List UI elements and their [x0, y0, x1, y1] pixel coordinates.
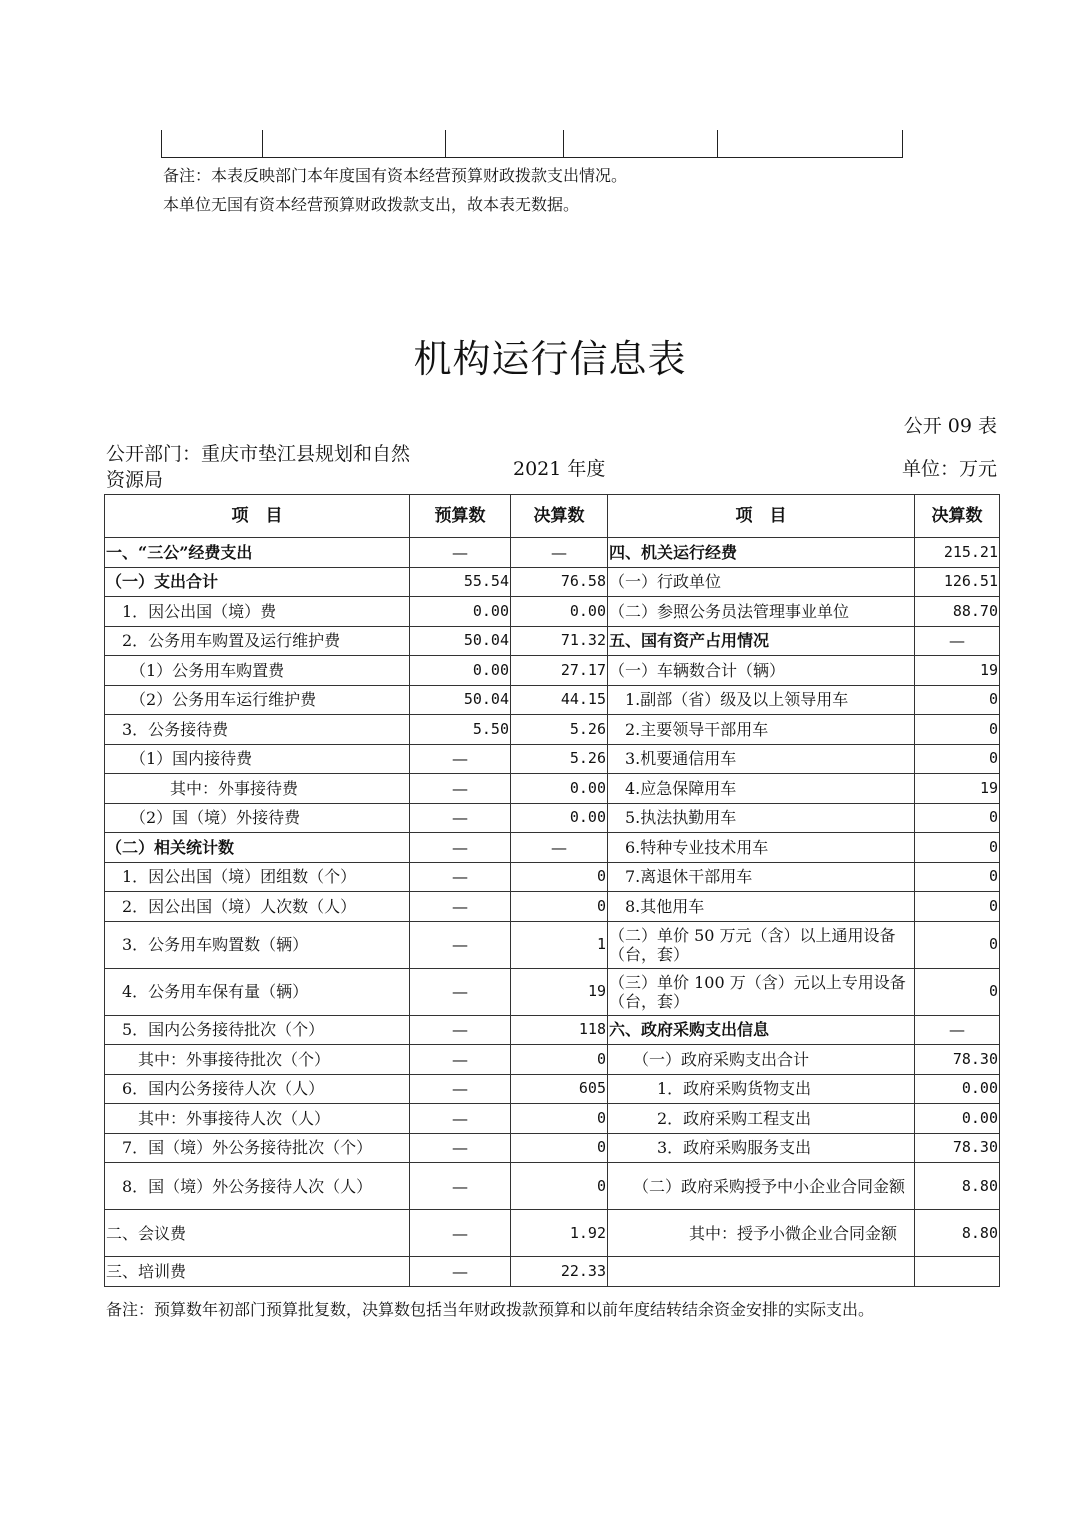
row-budget: — — [410, 921, 511, 968]
table-row — [105, 803, 1000, 833]
row-item-left: 3．公务接待费 — [105, 715, 410, 745]
row-final-right: 0 — [915, 921, 1000, 968]
row-item-right: 2.主要领导干部用车 — [608, 715, 915, 745]
table-divider — [262, 130, 263, 157]
row-item-right: 6.特种专业技术用车 — [608, 833, 915, 863]
row-final: 0.00 — [511, 597, 608, 627]
row-final: 118 — [511, 1015, 608, 1045]
row-final-right: 0 — [915, 862, 1000, 892]
row-item-right: 3．政府采购服务支出 — [608, 1133, 915, 1163]
row-final-right: — — [915, 1015, 1000, 1045]
row-item-right: （一）行政单位 — [608, 567, 915, 597]
row-item-left: 2．因公出国（境）人次数（人） — [105, 892, 410, 922]
row-final-right: 78.30 — [915, 1133, 1000, 1163]
row-item-left: 3．公务用车购置数（辆） — [105, 921, 410, 968]
row-final: — — [511, 833, 608, 863]
table-row — [105, 833, 1000, 863]
row-budget: — — [410, 1163, 511, 1210]
row-item-left: （2）国（境）外接待费 — [105, 803, 410, 833]
row-item-right: 五、国有资产占用情况 — [608, 626, 915, 656]
table-row — [105, 862, 1000, 892]
row-final-right: 8.80 — [915, 1163, 1000, 1210]
table-divider — [563, 130, 564, 157]
row-budget: 55.54 — [410, 567, 511, 597]
table-row — [105, 774, 1000, 804]
row-budget: 50.04 — [410, 626, 511, 656]
row-final: 0.00 — [511, 774, 608, 804]
table-footnote: 备注：预算数年初部门预算批复数，决算数包括当年财政拨款预算和以前年度结转结余资金安排的实际支出。 — [106, 1300, 875, 1319]
table-row — [105, 597, 1000, 627]
header-final: 决算数 — [511, 495, 608, 538]
table-row — [105, 1163, 1000, 1210]
row-item-left: （1）公务用车购置费 — [105, 656, 410, 686]
row-budget: — — [410, 1015, 511, 1045]
page-title: 机构运行信息表 — [413, 337, 687, 381]
row-final-right: 0.00 — [915, 1104, 1000, 1134]
header-budget: 预算数 — [410, 495, 511, 538]
row-budget: 50.04 — [410, 685, 511, 715]
row-final-right: 126.51 — [915, 567, 1000, 597]
row-budget: — — [410, 1045, 511, 1075]
row-item-left: 三、培训费 — [105, 1257, 410, 1287]
row-final-right: 19 — [915, 774, 1000, 804]
row-final: 19 — [511, 968, 608, 1015]
row-budget: — — [410, 803, 511, 833]
row-final: 1.92 — [511, 1210, 608, 1257]
row-item-left: （1）国内接待费 — [105, 744, 410, 774]
row-final-right: 0.00 — [915, 1074, 1000, 1104]
row-budget: — — [410, 538, 511, 568]
table-header-row — [105, 495, 1000, 538]
row-budget: — — [410, 862, 511, 892]
row-item-left: 8．国（境）外公务接待人次（人） — [105, 1163, 410, 1210]
row-item-right: （二）政府采购授予中小企业合同金额 — [608, 1163, 915, 1210]
header-item-2: 项 目 — [608, 495, 915, 538]
table-row — [105, 968, 1000, 1015]
row-final-right: 78.30 — [915, 1045, 1000, 1075]
table-row — [105, 715, 1000, 745]
row-item-right: 8.其他用车 — [608, 892, 915, 922]
row-final-right: 0 — [915, 892, 1000, 922]
row-final: 0 — [511, 1045, 608, 1075]
row-final-right: 0 — [915, 968, 1000, 1015]
row-budget: 0.00 — [410, 597, 511, 627]
row-item-left: 1．因公出国（境）费 — [105, 597, 410, 627]
row-budget: — — [410, 1074, 511, 1104]
year-label: 2021 年度 — [513, 458, 606, 480]
row-item-right — [608, 1257, 915, 1287]
row-item-right: 2．政府采购工程支出 — [608, 1104, 915, 1134]
row-item-left: 二、会议费 — [105, 1210, 410, 1257]
row-budget: — — [410, 892, 511, 922]
table-row — [105, 1074, 1000, 1104]
table-row — [105, 656, 1000, 686]
row-final-right: — — [915, 626, 1000, 656]
row-item-left: 1．因公出国（境）团组数（个） — [105, 862, 410, 892]
row-item-left: （二）相关统计数 — [105, 833, 410, 863]
row-final: 0.00 — [511, 803, 608, 833]
table-row — [105, 1015, 1000, 1045]
row-final: 0 — [511, 1133, 608, 1163]
row-budget: — — [410, 1210, 511, 1257]
table-row — [105, 1210, 1000, 1257]
row-item-left: 7．国（境）外公务接待批次（个） — [105, 1133, 410, 1163]
row-final: 71.32 — [511, 626, 608, 656]
row-item-left: 5．国内公务接待批次（个） — [105, 1015, 410, 1045]
row-final-right: 0 — [915, 715, 1000, 745]
row-final: — — [511, 538, 608, 568]
previous-table-note: 备注：本表反映部门本年度国有资本经营预算财政拨款支出情况。 — [163, 166, 628, 185]
row-budget: — — [410, 1133, 511, 1163]
row-item-right: （一）政府采购支出合计 — [608, 1045, 915, 1075]
unit-label: 单位：万元 — [901, 458, 997, 480]
table-row — [105, 1104, 1000, 1134]
row-final: 5.26 — [511, 744, 608, 774]
row-final: 22.33 — [511, 1257, 608, 1287]
table-divider — [717, 130, 718, 157]
row-item-right: 四、机关运行经费 — [608, 538, 915, 568]
table-row — [105, 1045, 1000, 1075]
row-budget: 0.00 — [410, 656, 511, 686]
header-item: 项 目 — [105, 495, 410, 538]
row-final-right — [915, 1257, 1000, 1287]
row-final: 605 — [511, 1074, 608, 1104]
row-item-left: 其中：外事接待批次（个） — [105, 1045, 410, 1075]
row-item-left: 一、“三公”经费支出 — [105, 538, 410, 568]
table-row — [105, 626, 1000, 656]
row-final: 76.58 — [511, 567, 608, 597]
department-label: 公开部门：重庆市垫江县规划和自然资源局 — [106, 443, 411, 491]
table-row — [105, 1257, 1000, 1287]
row-item-left: 2．公务用车购置及运行维护费 — [105, 626, 410, 656]
row-item-left: 其中：外事接待人次（人） — [105, 1104, 410, 1134]
row-final: 1 — [511, 921, 608, 968]
row-final-right: 215.21 — [915, 538, 1000, 568]
table-row — [105, 685, 1000, 715]
row-final: 0 — [511, 1163, 608, 1210]
row-final-right: 0 — [915, 744, 1000, 774]
previous-table-note-2: 本单位无国有资本经营预算财政拨款支出，故本表无数据。 — [163, 195, 580, 214]
row-item-right: （二）参照公务员法管理事业单位 — [608, 597, 915, 627]
row-item-left: 4．公务用车保有量（辆） — [105, 968, 410, 1015]
row-item-right: 1．政府采购货物支出 — [608, 1074, 915, 1104]
table-divider — [445, 130, 446, 157]
row-item-right: （三）单价 100 万（含）元以上专用设备（台，套） — [608, 968, 915, 1015]
row-item-right: 4.应急保障用车 — [608, 774, 915, 804]
header-final-2: 决算数 — [915, 495, 1000, 538]
row-item-right: 3.机要通信用车 — [608, 744, 915, 774]
row-budget: — — [410, 774, 511, 804]
row-item-right: 六、政府采购支出信息 — [608, 1015, 915, 1045]
row-item-right: 5.执法执勤用车 — [608, 803, 915, 833]
row-item-right: 其中：授予小微企业合同金额 — [608, 1210, 915, 1257]
row-final: 0 — [511, 892, 608, 922]
row-item-left: （一）支出合计 — [105, 567, 410, 597]
row-final: 44.15 — [511, 685, 608, 715]
row-item-left: （2）公务用车运行维护费 — [105, 685, 410, 715]
row-budget: — — [410, 744, 511, 774]
row-final-right: 0 — [915, 803, 1000, 833]
row-budget: — — [410, 833, 511, 863]
previous-table-bottom — [161, 130, 903, 158]
row-item-left: 6．国内公务接待人次（人） — [105, 1074, 410, 1104]
operation-info-table — [104, 494, 1000, 1287]
table-row — [105, 892, 1000, 922]
table-row — [105, 744, 1000, 774]
row-final-right: 88.70 — [915, 597, 1000, 627]
row-final-right: 8.80 — [915, 1210, 1000, 1257]
row-final: 0 — [511, 1104, 608, 1134]
table-row — [105, 538, 1000, 568]
row-item-right: 7.离退休干部用车 — [608, 862, 915, 892]
row-final: 0 — [511, 862, 608, 892]
row-final-right: 0 — [915, 685, 1000, 715]
row-final-right: 19 — [915, 656, 1000, 686]
row-final-right: 0 — [915, 833, 1000, 863]
row-budget: — — [410, 1257, 511, 1287]
table-row — [105, 921, 1000, 968]
table-row — [105, 1133, 1000, 1163]
row-final: 5.26 — [511, 715, 608, 745]
row-budget: — — [410, 1104, 511, 1134]
row-item-left: 其中：外事接待费 — [105, 774, 410, 804]
table-row — [105, 567, 1000, 597]
row-item-right: （一）车辆数合计（辆） — [608, 656, 915, 686]
row-final: 27.17 — [511, 656, 608, 686]
row-item-right: （二）单价 50 万元（含）以上通用设备（台，套） — [608, 921, 915, 968]
row-budget: 5.50 — [410, 715, 511, 745]
row-item-right: 1.副部（省）级及以上领导用车 — [608, 685, 915, 715]
form-number: 公开 09 表 — [903, 415, 997, 437]
row-budget: — — [410, 968, 511, 1015]
